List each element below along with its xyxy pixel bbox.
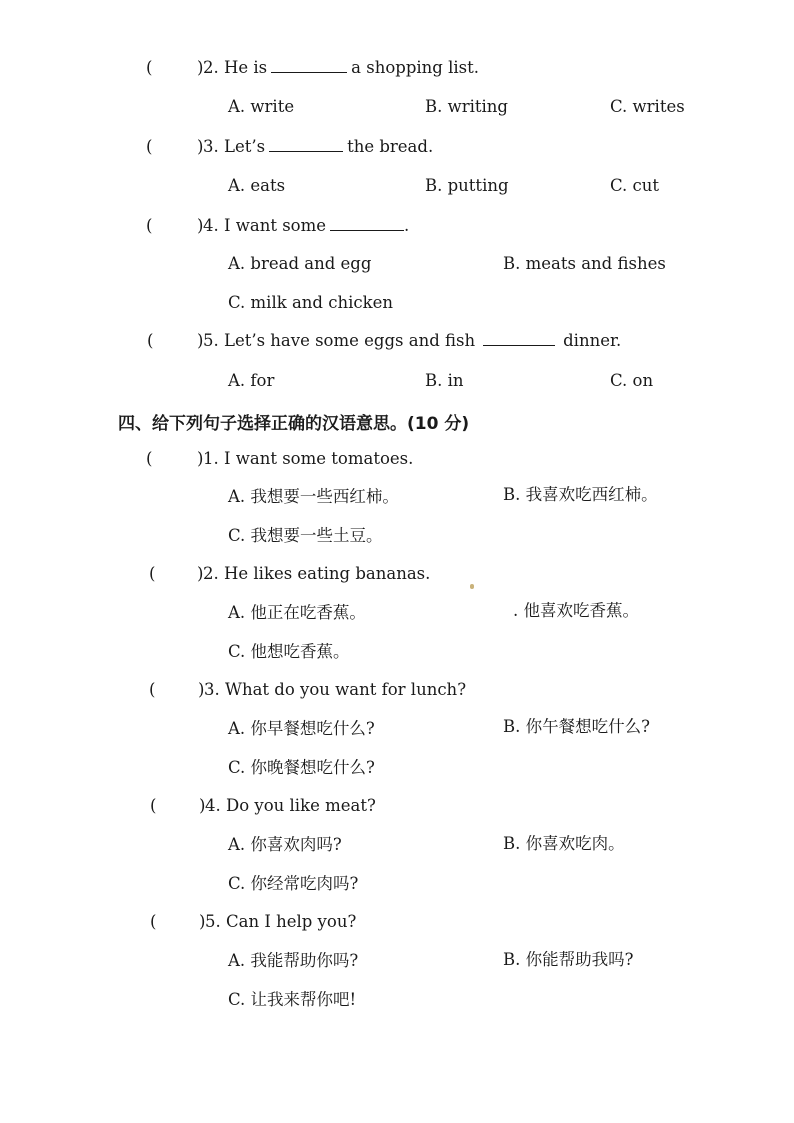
- option-b: B. 你午餐想吃什么?: [503, 717, 650, 736]
- answer-paren-close: ): [197, 331, 204, 350]
- option-c: C. 我想要一些土豆。: [228, 526, 383, 545]
- answer-paren-open: (: [149, 680, 156, 699]
- option-a: A. for: [228, 371, 275, 390]
- question-stem-after: the bread.: [347, 137, 434, 156]
- option-a: A. eats: [228, 176, 286, 195]
- option-a: A. 我想要一些西红柿。: [228, 487, 399, 506]
- option-c: C. milk and chicken: [228, 293, 394, 312]
- option-b: B. 你能帮助我吗?: [503, 950, 634, 969]
- answer-blank: [269, 137, 343, 152]
- option-b: B. writing: [425, 97, 508, 116]
- option-a: A. bread and egg: [228, 254, 372, 273]
- answer-paren-open: (: [150, 796, 157, 815]
- answer-paren-open: (: [150, 912, 157, 931]
- option-a: A. 他正在吃香蕉。: [228, 603, 366, 622]
- question-stem: 4. Do you like meat?: [205, 796, 376, 815]
- option-a: A. 你早餐想吃什么?: [228, 719, 375, 738]
- answer-paren-open: (: [149, 564, 156, 583]
- answer-blank: [483, 331, 555, 346]
- question-stem-after: .: [404, 216, 410, 235]
- option-b: B. meats and fishes: [503, 254, 666, 273]
- question-stem-before: 3. Let’s: [203, 137, 266, 156]
- question-stem: 2. He likes eating bananas.: [203, 564, 431, 583]
- answer-paren-close: ): [199, 796, 206, 815]
- option-c: C. 让我来帮你吧!: [228, 990, 357, 1009]
- section-4-heading: 四、给下列句子选择正确的汉语意思。(10 分): [118, 414, 470, 434]
- answer-paren-close: ): [197, 137, 204, 156]
- option-c: C. on: [610, 371, 654, 390]
- option-c: C. cut: [610, 176, 660, 195]
- answer-blank: [330, 216, 404, 231]
- option-a: A. write: [228, 97, 295, 116]
- question-stem: 3. What do you want for lunch?: [204, 680, 467, 699]
- option-c: C. 你经常吃肉吗?: [228, 874, 359, 893]
- answer-paren-close: ): [197, 216, 204, 235]
- option-c: C. 他想吃香蕉。: [228, 642, 350, 661]
- question-stem: 5. Can I help you?: [205, 912, 357, 931]
- answer-paren-open: (: [146, 449, 153, 468]
- option-b: B. 我喜欢吃西红柿。: [503, 485, 658, 504]
- answer-paren-close: ): [199, 912, 206, 931]
- option-a: A. 你喜欢肉吗?: [228, 835, 342, 854]
- answer-blank: [271, 58, 347, 73]
- question-stem-before: 5. Let’s have some eggs and fish: [203, 331, 476, 350]
- question-stem-before: 4. I want some: [203, 216, 327, 235]
- answer-paren-close: ): [197, 58, 204, 77]
- answer-paren-close: ): [197, 449, 204, 468]
- option-c: C. 你晚餐想吃什么?: [228, 758, 375, 777]
- scan-speck: [470, 584, 474, 589]
- question-stem-after: dinner.: [563, 331, 622, 350]
- option-b: B. in: [425, 371, 464, 390]
- answer-paren-close: ): [198, 680, 205, 699]
- answer-paren-open: (: [147, 331, 154, 350]
- question-stem-after: a shopping list.: [351, 58, 479, 77]
- option-a: A. 我能帮助你吗?: [228, 951, 359, 970]
- option-c: C. writes: [610, 97, 685, 116]
- answer-paren-open: (: [146, 216, 153, 235]
- option-b: B. putting: [425, 176, 509, 195]
- option-b: B. 你喜欢吃肉。: [503, 834, 625, 853]
- question-stem-before: 2. He is: [203, 58, 268, 77]
- answer-paren-close: ): [197, 564, 204, 583]
- option-b: . 他喜欢吃香蕉。: [513, 601, 639, 620]
- answer-paren-open: (: [146, 137, 153, 156]
- answer-paren-open: (: [146, 58, 153, 77]
- question-stem: 1. I want some tomatoes.: [203, 449, 414, 468]
